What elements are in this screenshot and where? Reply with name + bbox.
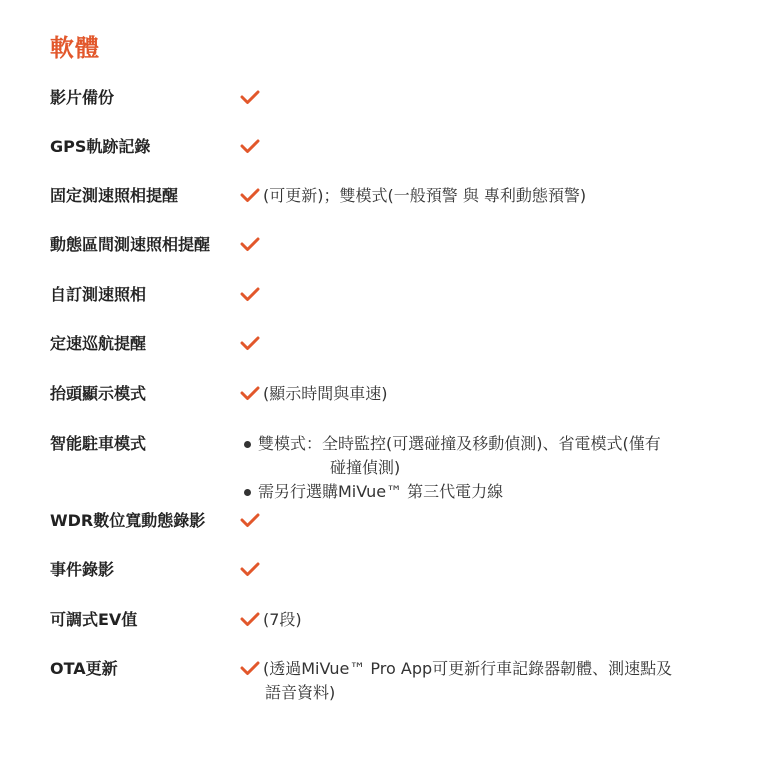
feature-label: 自訂測速照相 [50,285,147,304]
bullet-item: 需另行選購MiVue™ 第三代電力線 [244,480,724,504]
check-icon [240,89,260,105]
feature-label: WDR數位寬動態錄影 [50,511,206,530]
check-icon [240,512,260,528]
section-title: 軟體 [50,34,100,62]
bullet-item: 雙模式：全時監控(可選碰撞及移動偵測)、省電模式(僅有 碰撞偵測) [244,432,724,480]
bullet-list [244,432,724,504]
feature-label: 抬頭顯示模式 [50,384,147,403]
feature-label: OTA更新 [50,659,118,678]
feature-note: (透過MiVue™ Pro App可更新行車記錄器韌體、測速點及 [263,659,673,678]
feature-label: 智能駐車模式 [50,434,147,453]
check-icon [240,385,260,401]
check-icon [240,611,260,627]
check-icon [240,335,260,351]
feature-note: (7段) [263,610,302,629]
bullet-dot [244,489,251,496]
bullet-dot [244,441,251,448]
feature-label: 固定測速照相提醒 [50,186,179,205]
feature-label: 定速巡航提醒 [50,334,147,353]
check-icon [240,187,260,203]
feature-label: 動態區間測速照相提醒 [50,235,211,254]
check-icon [240,138,260,154]
check-icon [240,660,260,676]
feature-note-line2: 語音資料) [265,683,336,702]
feature-note: (可更新)；雙模式(一般預警 與 專利動態預警) [263,186,587,205]
check-icon [240,286,260,302]
check-icon [240,561,260,577]
feature-label: GPS軌跡記錄 [50,137,151,156]
feature-label: 影片備份 [50,88,115,107]
feature-note: (顯示時間與車速) [263,384,388,403]
feature-label: 事件錄影 [50,560,115,579]
check-icon [240,236,260,252]
feature-label: 可調式EV值 [50,610,138,629]
